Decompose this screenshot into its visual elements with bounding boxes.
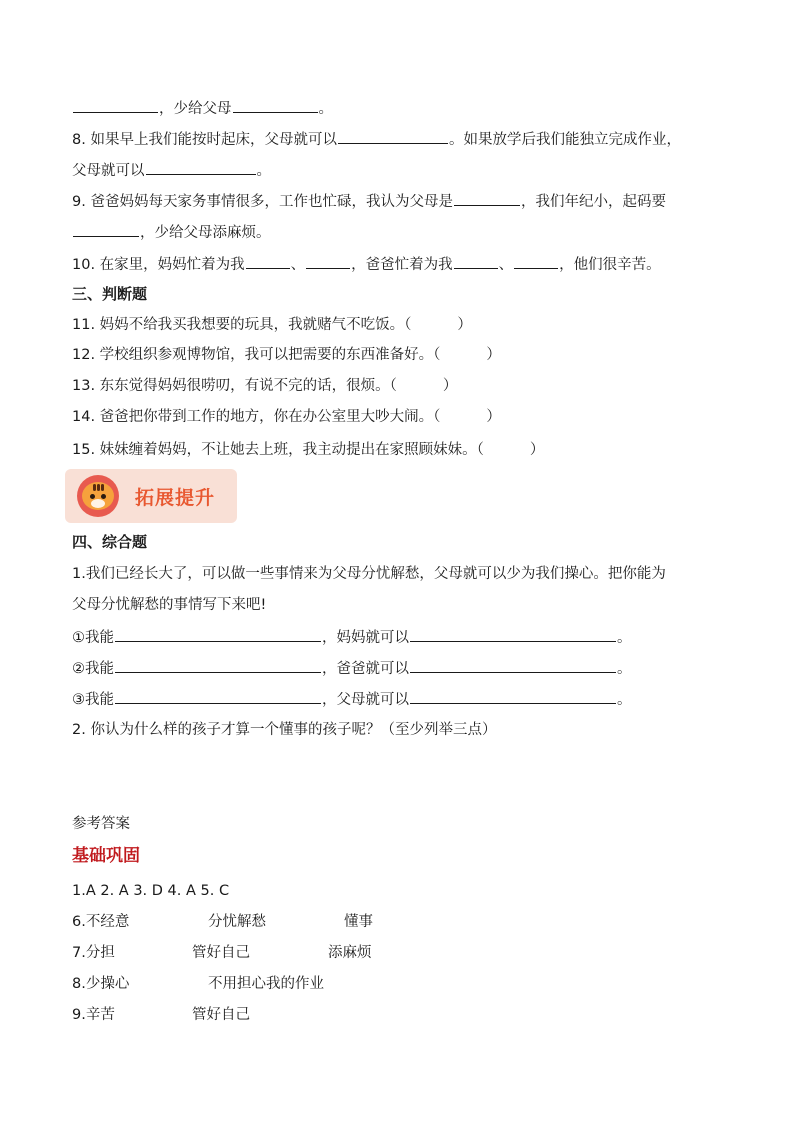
q9-line1 [72,191,666,212]
tiger-eye [90,494,95,499]
extension-banner [65,469,237,523]
tiger-eye [101,494,106,499]
answer-blank[interactable] [410,689,616,704]
separator: 、 [290,257,306,273]
q1-prompt-line1: 1.我们已经长大了，可以做一些事情来为父母分忧解愁，父母就可以少为我们操心。把你能为 [72,566,666,582]
answer-blank[interactable] [233,98,318,113]
answer-cell: 7.分担 [72,945,115,961]
q1-answer-row [72,658,632,679]
q2-prompt: 2. 你认为什么样的孩子才算一个懂事的孩子呢？（至少列举三点） [72,722,497,738]
q1-prompt-line2: 父母分忧解愁的事情写下来吧! [72,597,267,613]
row-end: 。 [617,661,632,677]
tf-item-text: 11. 妈妈不给我买我想要的玩具，我就赌气不吃饭。（ [72,317,412,333]
answer-blank[interactable] [246,254,290,269]
separator: 、 [498,257,514,273]
answer-blank[interactable] [454,254,498,269]
answer-blank[interactable] [338,129,448,144]
tf-item-text: 15. 妹妹缠着妈妈，不让她去上班，我主动提出在家照顾妹妹。（ [72,442,484,458]
section-title-judgement: 三、判断题 [72,285,148,303]
answer-cell: 8.少操心 [72,976,130,992]
row-label: ③我能 [72,692,114,708]
tiger-muzzle [91,499,105,508]
tiger-stripe [97,484,100,491]
tf-item-text: 13. 东东觉得妈妈很唠叨，有说不完的话，很烦。（ [72,378,397,394]
answer-blank[interactable] [115,658,321,673]
tiger-icon [77,475,119,517]
answer-cell: 9.辛苦 [72,1007,115,1023]
q8-text-d: 。 [256,163,271,179]
q9-line2 [72,222,271,243]
q7-text-end: 。 [318,101,333,117]
tf-item [72,315,472,335]
paren-close: ） [457,317,472,333]
banner-title: 拓展提升 [135,487,216,509]
answer-blank[interactable] [454,191,520,206]
answer-row: 1.A 2. A 3. D 4. A 5. C [72,883,230,899]
tiger-stripe [101,484,104,491]
row-end: 。 [617,692,632,708]
tiger-face [82,482,114,510]
tf-item-text: 12. 学校组织参观博物馆，我可以把需要的东西准备好。（ [72,347,441,363]
row-label: ①我能 [72,630,114,646]
answer-cell: 6.不经意 [72,914,130,930]
answer-blank[interactable] [306,254,350,269]
answers-label: 参考答案 [72,816,130,832]
paren-close: ） [442,378,458,394]
q8-text-b: 。如果放学后我们能独立完成作业， [448,132,681,148]
q9-text-b: ，我们年纪小，起码要 [520,194,666,210]
answers-heading: 基础巩固 [72,846,140,866]
paren-close: ） [486,347,501,363]
answer-blank[interactable] [115,689,321,704]
row-mid: ，父母就可以 [322,692,409,708]
tf-item-text: 14. 爸爸把你带到工作的地方，你在办公室里大吵大闹。（ [72,409,441,425]
q9-text-a: 9. 爸爸妈妈每天家务事情很多，工作也忙碌，我认为父母是 [72,194,453,210]
tf-item [72,407,501,427]
tf-item [72,345,501,365]
row-label: ②我能 [72,661,114,677]
paren-close: ） [529,442,545,458]
q1-answer-row [72,689,632,710]
tf-item [72,440,544,460]
answer-cell: 分忧解愁 [208,914,266,930]
section-title-comprehensive: 四、综合题 [72,533,148,551]
q10-text-b: ，爸爸忙着为我 [351,257,453,273]
row-mid: ，妈妈就可以 [322,630,409,646]
q7-continuation [72,98,333,119]
answer-cell: 不用担心我的作业 [208,976,324,992]
paren-close: ） [486,409,501,425]
q8-text-a: 8. 如果早上我们能按时起床，父母就可以 [72,132,337,148]
answer-cell: 添麻烦 [328,945,372,961]
q8-line2 [72,160,271,181]
row-end: 。 [617,630,632,646]
q8-line1 [72,129,681,150]
answer-cell: 懂事 [344,914,373,930]
answer-cell: 管好自己 [192,1007,250,1023]
answer-blank[interactable] [115,627,321,642]
tf-item [72,376,457,396]
answer-blank[interactable] [73,222,139,237]
tiger-stripe [93,484,96,491]
answer-blank[interactable] [73,98,158,113]
answer-cell: 管好自己 [192,945,250,961]
q7-text-mid: ，少给父母 [159,101,232,117]
row-mid: ，爸爸就可以 [322,661,409,677]
answer-blank[interactable] [410,658,616,673]
q10-line [72,254,661,275]
q10-text-c: ，他们很辛苦。 [559,257,661,273]
answer-blank[interactable] [146,160,256,175]
answer-blank[interactable] [410,627,616,642]
q1-answer-row [72,627,632,648]
q9-text-c: ，少给父母添麻烦。 [140,225,271,241]
q10-text-a: 10. 在家里，妈妈忙着为我 [72,257,245,273]
q8-text-c: 父母就可以 [72,163,145,179]
answer-blank[interactable] [514,254,558,269]
